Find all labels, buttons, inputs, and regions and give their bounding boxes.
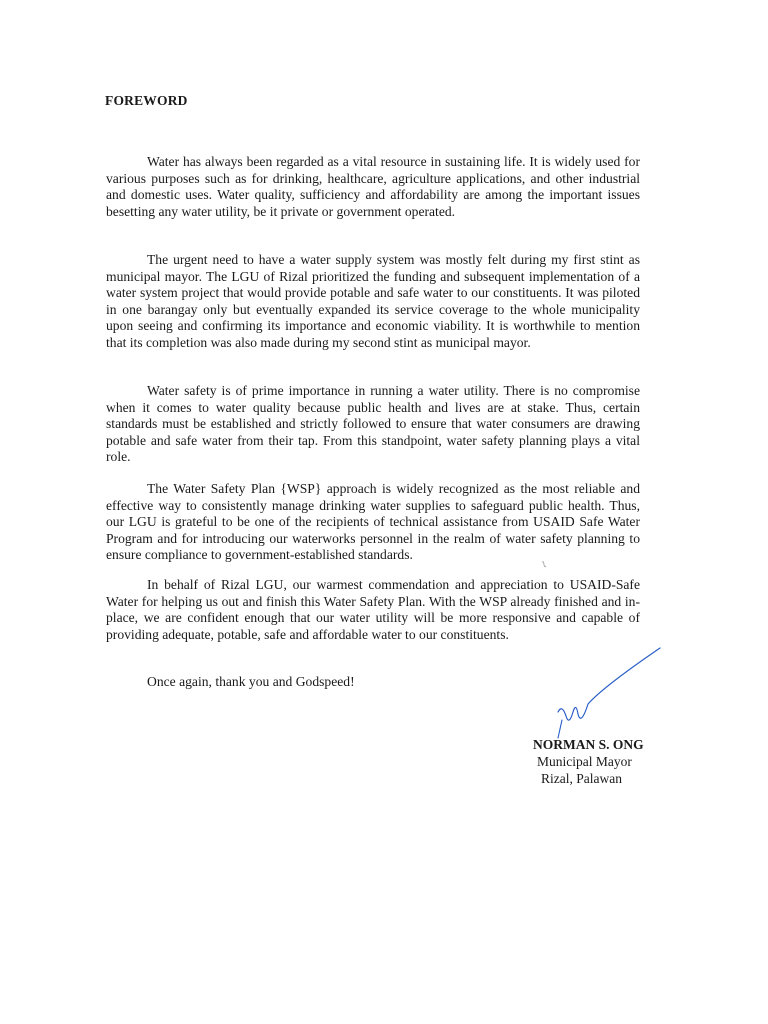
signatory-place: Rizal, Palawan xyxy=(541,771,622,786)
paragraph-1: Water has always been regarded as a vital resource in sustaining life. It is widely used for various purposes such as for drinking, healthcare, agriculture applications, and other industrial and domestic uses. Water quality, sufficiency and affordability are among the important issues besetting any water utility, be it private or government operated. xyxy=(106,154,640,219)
signatory-title: Municipal Mayor xyxy=(537,754,632,769)
signatory-name: NORMAN S. ONG xyxy=(533,737,644,752)
paragraph-2: The urgent need to have a water supply system was mostly felt during my first stint as municipal mayor. The LGU of Rizal prioritized the funding and subsequent implementation of a water system project that would provide potable and safe water to our constituents. It was piloted in one barangay only but eventually expanded its service coverage to the whole municipality upon seeing and confirming its importance and economic viability. It is worthwhile to mention that its completion was also made during my second stint as municipal mayor. xyxy=(106,252,640,350)
signature-icon xyxy=(548,642,668,742)
paragraph-5: In behalf of Rizal LGU, our warmest commendation and appreciation to USAID-Safe Water for helping us out and finish this Water Safety Plan. With the WSP already finished and in-place, we are confident enough that our water utility will be more responsive and capable of providing adequate, potable, safe and affordable water to our constituents. xyxy=(106,577,640,642)
page-title: FOREWORD xyxy=(105,93,188,108)
paragraph-4: The Water Safety Plan {WSP} approach is widely recognized as the most reliable and effective way to consistently manage drinking water supplies to safeguard public health. Thus, our LGU is grateful to be one of the recipients of technical assistance from USAID Safe Water Program and for introducing our waterworks personnel in the realm of water safety planning to ensure compliance to government-established standards. xyxy=(106,481,640,563)
stray-mark-icon xyxy=(540,560,548,570)
paragraph-3: Water safety is of prime importance in running a water utility. There is no compromise when it comes to water quality because public health and lives are at stake. Thus, certain standards must be established and strictly followed to ensure that water consumers are drawing potable and safe water from their tap. From this standpoint, water safety planning plays a vital role. xyxy=(106,383,640,465)
closing-line: Once again, thank you and Godspeed! xyxy=(147,674,355,689)
